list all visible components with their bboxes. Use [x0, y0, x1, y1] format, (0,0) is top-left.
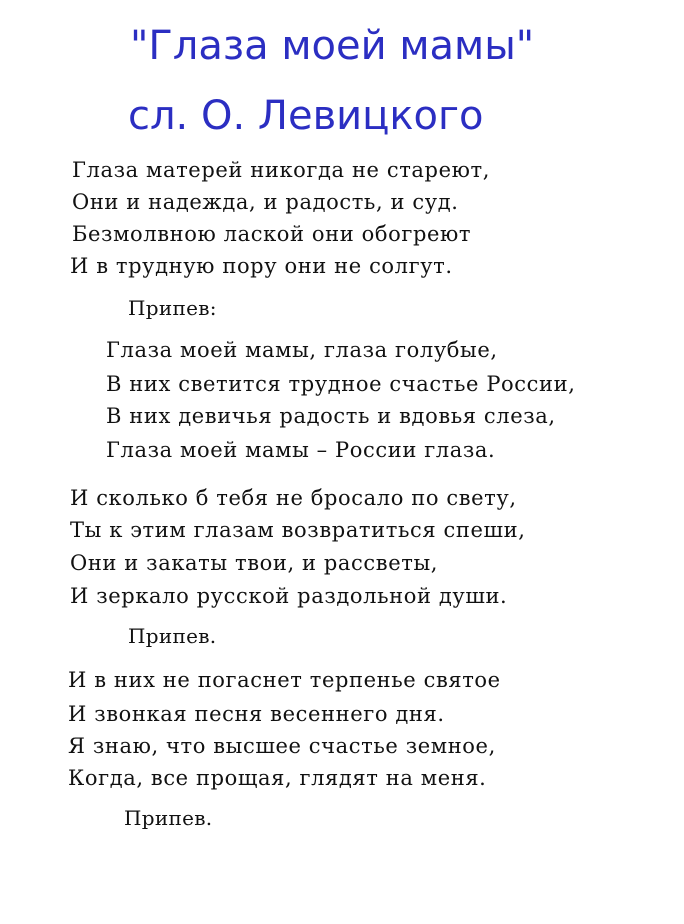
verse-1-line-4: И в трудную пору они не солгут.: [70, 254, 453, 278]
verse-1-line-2: Они и надежда, и радость, и суд.: [72, 190, 459, 214]
refrain-line-3: В них девичья радость и вдовья слеза,: [106, 404, 556, 428]
song-title: "Глаза моей мамы": [130, 23, 535, 69]
verse-2-line-3: Они и закаты твои, и рассветы,: [70, 551, 439, 575]
verse-3-line-1: И в них не погаснет терпенье святое: [68, 668, 501, 692]
verse-2-line-2: Ты к этим глазам возвратиться спеши,: [70, 518, 526, 542]
refrain-label-final: Припев.: [124, 806, 213, 830]
refrain-line-2: В них светится трудное счастье России,: [106, 372, 576, 396]
refrain-label-repeat: Припев.: [128, 624, 217, 648]
verse-1-line-1: Глаза матерей никогда не стареют,: [72, 158, 490, 182]
verse-2-line-1: И сколько б тебя не бросало по свету,: [70, 486, 517, 510]
verse-3-line-3: Я знаю, что высшее счастье земное,: [68, 734, 496, 758]
refrain-line-1: Глаза моей мамы, глаза голубые,: [106, 338, 498, 362]
verse-2-line-4: И зеркало русской раздольной души.: [70, 584, 508, 608]
refrain-line-4: Глаза моей мамы – России глаза.: [106, 438, 496, 462]
verse-3-line-4: Когда, все прощая, глядят на меня.: [68, 766, 487, 790]
verse-3-line-2: И звонкая песня весеннего дня.: [68, 702, 445, 726]
refrain-label: Припев:: [128, 296, 217, 320]
song-author: сл. О. Левицкого: [128, 93, 484, 139]
verse-1-line-3: Безмолвною лаской они обогреют: [72, 222, 472, 246]
